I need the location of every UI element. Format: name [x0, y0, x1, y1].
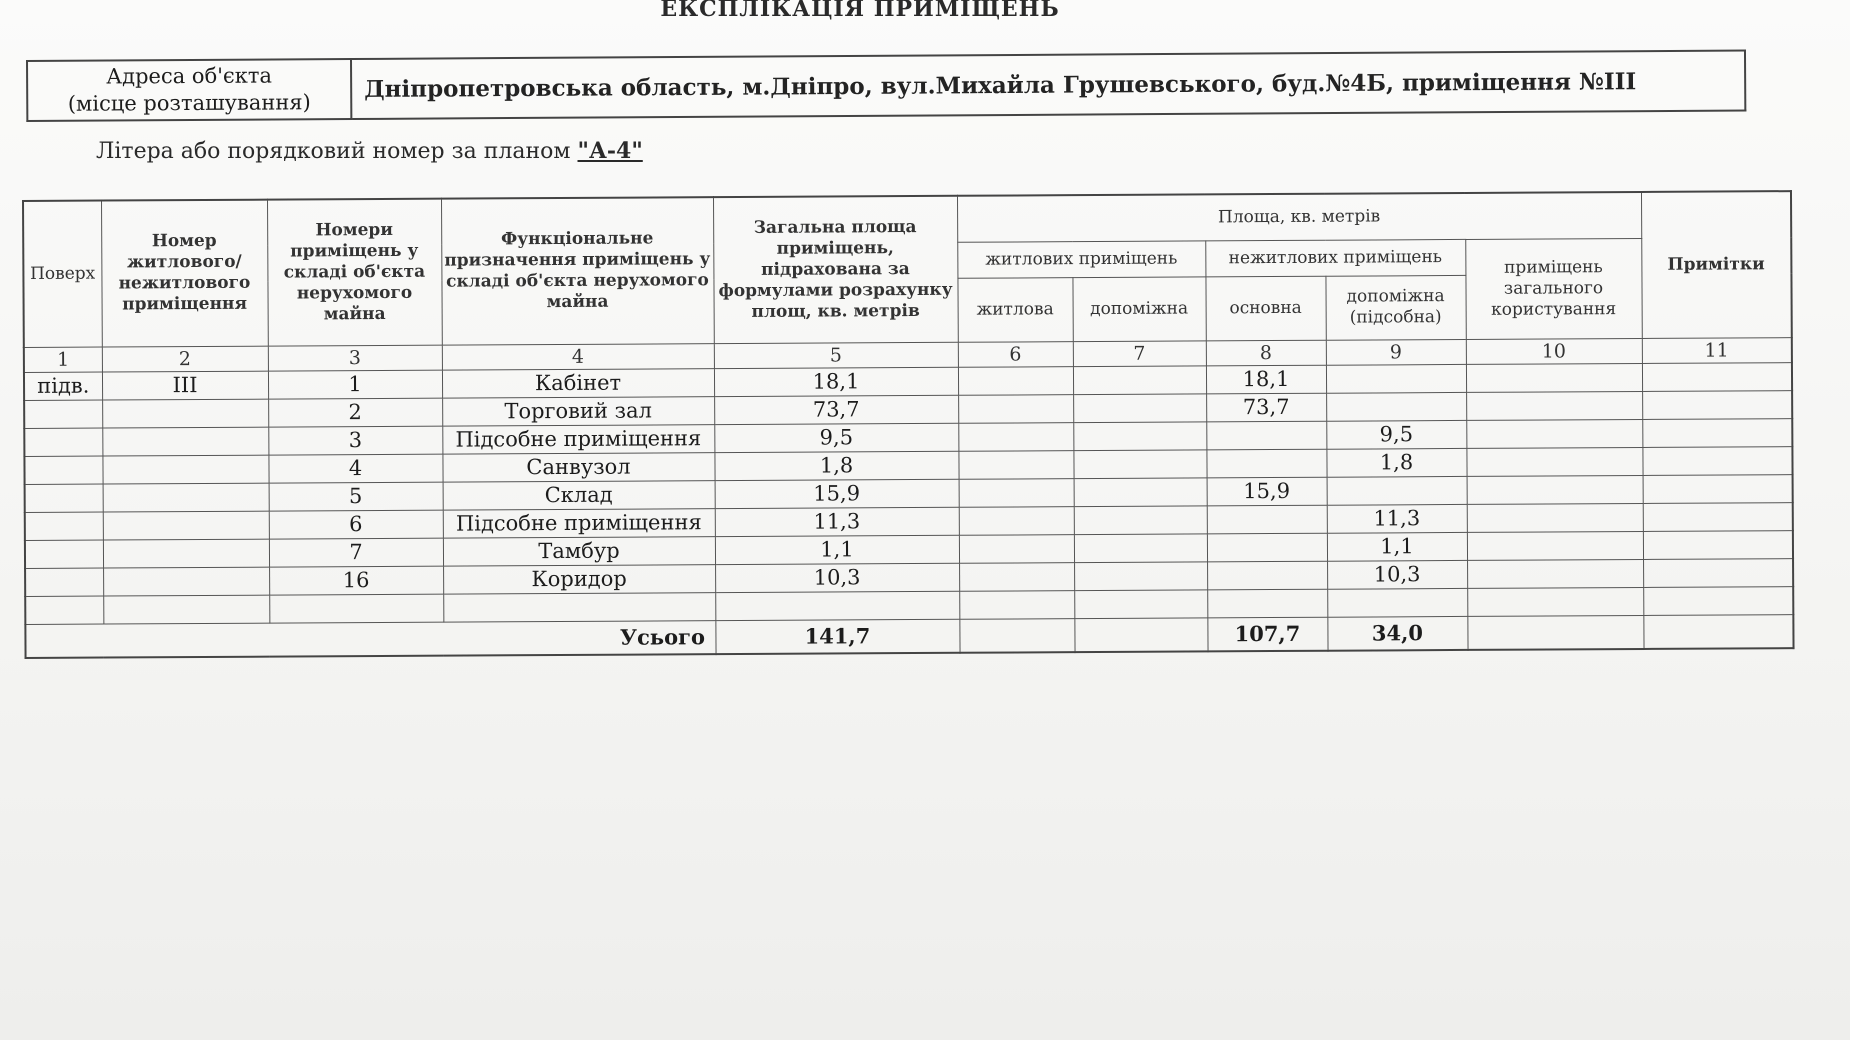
cell-nonres-aux [1327, 588, 1467, 617]
cell-res-aux [1073, 365, 1206, 394]
cell-common-use [1467, 475, 1643, 504]
cell-unit-number [103, 595, 269, 624]
cell-res-aux [1073, 421, 1206, 450]
cell-common-use [1466, 447, 1642, 476]
cell-floor [24, 400, 102, 428]
cell-room-number: 2 [268, 398, 442, 427]
cell-nonres-aux: 9,5 [1326, 420, 1466, 449]
cell-res-main [959, 562, 1074, 591]
cell-common-use [1466, 363, 1642, 392]
cell-function: Підсобне приміщення [442, 424, 714, 454]
cell-nonres-main: 73,7 [1206, 393, 1326, 422]
cell-notes [1643, 530, 1793, 559]
header-unit-number: Номер житлового/ нежитлового приміщення [101, 200, 268, 347]
cell-nonres-main [1206, 449, 1326, 478]
header-residential: житлових приміщень [957, 240, 1205, 277]
header-common-use: приміщень загального користування [1465, 238, 1642, 339]
cell-nonres-aux [1326, 364, 1466, 393]
litera-text: Літера або порядковий номер за планом [96, 139, 571, 164]
cell-nonres-main [1206, 421, 1326, 450]
cell-nonres-aux: 1,8 [1326, 448, 1466, 477]
cell-common-use [1467, 587, 1643, 616]
header-notes: Примітки [1641, 191, 1792, 338]
cell-total-area: 15,9 [715, 479, 959, 508]
address-table [26, 49, 1746, 122]
cell-nonres-main [1207, 505, 1327, 534]
cell-common-use [1466, 391, 1642, 420]
cell-function: Торговий зал [442, 396, 714, 426]
address-label-line1: Адреса об'єкта [106, 63, 273, 89]
cell-unit-number [103, 539, 269, 568]
cell-notes [1643, 586, 1793, 615]
cell-notes [1642, 446, 1792, 475]
cell-res-aux [1074, 505, 1207, 534]
cell-function [443, 592, 715, 622]
cell-res-main [958, 422, 1073, 451]
cell-unit-number: III [102, 371, 268, 400]
cell-total-area: 9,5 [714, 423, 958, 452]
cell-nonres-main [1207, 589, 1327, 618]
explication-table [22, 190, 1795, 658]
cell-unit-number [103, 483, 269, 512]
litera-code: "А-4" [577, 138, 643, 164]
cell-res-main [959, 534, 1074, 563]
cell-room-number: 4 [268, 454, 442, 483]
cell-nonres-aux: 11,3 [1327, 504, 1467, 533]
cell-floor [25, 540, 103, 568]
cell-common-use [1466, 419, 1642, 448]
cell-nonres-main [1207, 533, 1327, 562]
header-area-group: Площа, кв. метрів [957, 192, 1641, 242]
cell-function: Коридор [443, 564, 715, 594]
header-total-area: Загальна площа приміщень, підрахована за формулами розрахунку площ, кв. метрів [713, 196, 958, 343]
total-res-aux [1074, 617, 1207, 651]
cell-notes [1642, 418, 1792, 447]
total-res-main [959, 618, 1074, 652]
cell-total-area: 1,8 [714, 451, 958, 480]
cell-floor [24, 456, 102, 484]
cell-notes [1643, 502, 1793, 531]
total-nonres-main: 107,7 [1207, 617, 1327, 651]
col-num: 3 [268, 345, 442, 371]
cell-room-number [269, 594, 443, 623]
cell-res-main [958, 394, 1073, 423]
cell-res-aux [1073, 393, 1206, 422]
cell-floor [25, 596, 103, 624]
total-label: Усього [25, 620, 715, 657]
col-num: 8 [1206, 340, 1326, 366]
cell-room-number: 16 [269, 566, 443, 595]
cell-room-number: 1 [268, 370, 442, 399]
cell-res-main [959, 590, 1074, 619]
col-num: 1 [24, 347, 102, 372]
header-floor: Поверх [23, 201, 102, 347]
total-area-value: 141,7 [715, 619, 959, 654]
cell-total-area: 73,7 [714, 395, 958, 424]
cell-unit-number [103, 567, 269, 596]
cell-total-area: 18,1 [714, 367, 958, 396]
col-num: 11 [1642, 337, 1792, 363]
cell-floor [25, 512, 103, 540]
cell-total-area: 10,3 [715, 563, 959, 592]
cell-notes [1642, 390, 1792, 419]
col-num: 10 [1466, 338, 1642, 364]
header-res-main: житлова [957, 277, 1072, 342]
document-title: ЕКСПЛІКАЦІЯ ПРИМІЩЕНЬ [660, 0, 1060, 22]
col-num: 5 [714, 342, 958, 368]
header-room-numbers: Номери приміщень у складі об'єкта нерухомого майна [267, 199, 442, 346]
cell-notes [1643, 474, 1793, 503]
header-nonresidential: нежитлових приміщень [1205, 239, 1465, 276]
cell-notes [1643, 558, 1793, 587]
total-common-use [1467, 615, 1643, 649]
cell-floor [25, 568, 103, 596]
cell-res-main [959, 506, 1074, 535]
data-rows [24, 362, 1793, 624]
address-label-line2: (місце розташування) [67, 90, 311, 116]
col-num: 4 [442, 343, 714, 370]
cell-nonres-aux [1327, 476, 1467, 505]
cell-room-number: 5 [269, 482, 443, 511]
cell-unit-number [102, 399, 268, 428]
cell-nonres-main: 18,1 [1206, 365, 1326, 394]
cell-common-use [1467, 503, 1643, 532]
cell-room-number: 6 [269, 510, 443, 539]
col-num: 2 [102, 346, 268, 372]
cell-res-main [958, 366, 1073, 395]
cell-nonres-aux: 10,3 [1327, 560, 1467, 589]
cell-room-number: 7 [269, 538, 443, 567]
cell-function: Склад [443, 480, 715, 510]
cell-function: Тамбур [443, 536, 715, 566]
cell-res-aux [1074, 477, 1207, 506]
col-num: 6 [958, 341, 1073, 367]
cell-unit-number [103, 511, 269, 540]
cell-notes [1642, 362, 1792, 391]
cell-res-main [958, 450, 1073, 479]
header-nonres-aux: допоміжна (підсобна) [1325, 275, 1465, 340]
cell-total-area: 1,1 [715, 535, 959, 564]
header-function: Функціональне призначення приміщень у складі об'єкта нерухомого майна [441, 197, 714, 345]
total-notes [1643, 614, 1793, 648]
cell-function: Кабінет [442, 368, 714, 398]
cell-room-number: 3 [268, 426, 442, 455]
cell-nonres-main [1207, 561, 1327, 590]
cell-nonres-aux: 1,1 [1327, 532, 1467, 561]
col-num: 9 [1326, 339, 1466, 365]
cell-function: Санвузол [442, 452, 714, 482]
cell-res-main [959, 478, 1074, 507]
cell-total-area: 11,3 [715, 507, 959, 536]
header-res-aux: допоміжна [1072, 276, 1205, 341]
cell-res-aux [1073, 449, 1206, 478]
litera-line [96, 138, 643, 164]
header-nonres-main: основна [1205, 276, 1325, 341]
cell-floor: підв. [24, 372, 102, 400]
cell-total-area [715, 591, 959, 620]
total-nonres-aux: 34,0 [1327, 616, 1467, 650]
cell-function: Підсобне приміщення [443, 508, 715, 538]
cell-floor [25, 484, 103, 512]
cell-floor [24, 428, 102, 456]
col-num: 7 [1073, 340, 1206, 366]
cell-res-aux [1074, 561, 1207, 590]
cell-nonres-main: 15,9 [1207, 477, 1327, 506]
cell-res-aux [1074, 589, 1207, 618]
cell-unit-number [102, 455, 268, 484]
cell-unit-number [102, 427, 268, 456]
cell-res-aux [1074, 533, 1207, 562]
cell-nonres-aux [1326, 392, 1466, 421]
address-label [27, 59, 351, 121]
address-value: Дніпропетровська область, м.Дніпро, вул.Михайла Грушевського, буд.№4Б, приміщення №III [351, 50, 1745, 119]
cell-common-use [1467, 531, 1643, 560]
cell-common-use [1467, 559, 1643, 588]
